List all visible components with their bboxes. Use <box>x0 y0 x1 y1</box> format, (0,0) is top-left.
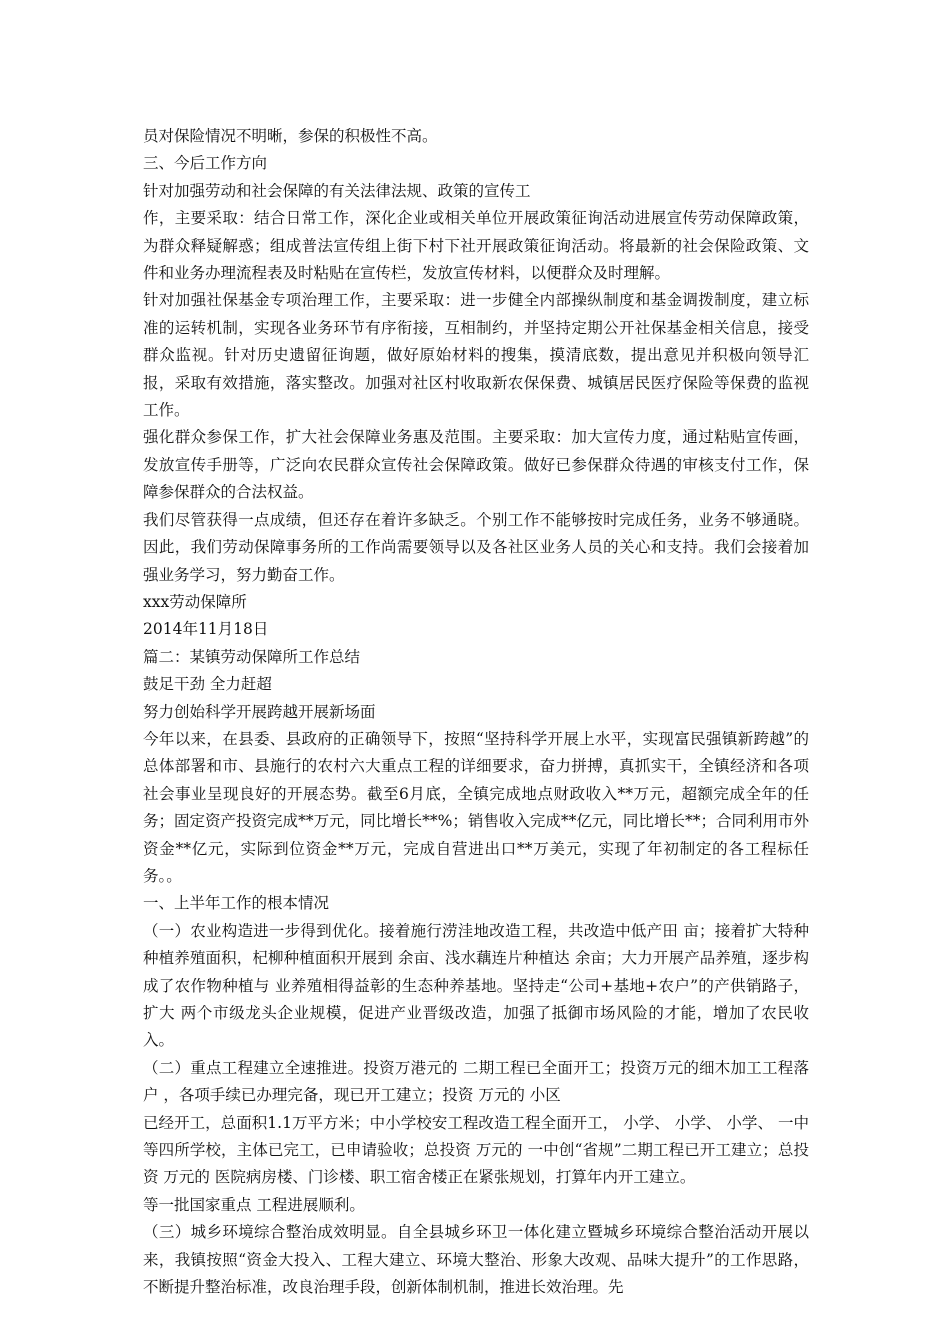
paragraph: （二）重点工程建立全速推进。投资万港元的 二期工程已全面开工；投资万元的细木加工工程落户 ，各项手续已办理完备，现已开工建立；投资 万元的 小区 <box>143 1058 809 1105</box>
paragraph: 强化群众参保工作，扩大社会保障业务惠及范围。主要采取：加大宣传力度，通过粘贴宣传画，发放宣传手册等，广泛向农民群众宣传社会保障政策。做好已参保群众待遇的审核支付工作，保障参保群众的合法权益。 <box>143 428 809 502</box>
subtitle: 努力创始科学开展跨越开展新场面 <box>143 702 376 721</box>
subtitle: 鼓足干劲 全力赶超 <box>143 675 272 694</box>
chapter-title: 篇二：某镇劳动保障所工作总结 <box>143 647 361 666</box>
document-body <box>143 123 809 1301</box>
paragraph: 作，主要采取：结合日常工作，深化企业或相关单位开展政策征询活动进展宣传劳动保障政策，为群众释疑解惑；组成普法宣传组上街下村下社开展政策征询活动。将最新的社会保险政策、文件和业务办理流程表及时粘贴在宣传栏，发放宣传材料，以便群众及时理解。 <box>143 209 809 283</box>
paragraph: （三）城乡环境综合整治成效明显。自全县城乡环卫一体化建立暨城乡环境综合整治活动开展以来，我镇按照“资金大投入、工程大建立、环境大整治、形象大改观、品味大提升”的工作思路，不断提升整治标准，改良治理手段，创新体制机制，推进长效治理。先 <box>143 1223 809 1297</box>
paragraph: 针对加强劳动和社会保障的有关法律法规、政策的宣传工 <box>143 181 531 200</box>
section-heading: 三、今后工作方向 <box>143 154 268 173</box>
signature-date: 2014年11月18日 <box>143 620 269 639</box>
paragraph: 今年以来，在县委、县政府的正确领导下，按照“坚持科学开展上水平，实现富民强镇新跨越”的总体部署和市、县施行的农村六大重点工程的详细要求，奋力拼搏，真抓实干，全镇经济和各项社会事业呈现良好的开展态势。截至6月底，全镇完成地点财政收入**万元，超额完成全年的任务；固定资产投资完成**万元，同比增长**%；销售收入完成**亿元，同比增长**；合同利用市外资金**亿元，实际到位资金**万元，完成自营进出口**万美元，实现了年初制定的各工程标任务。。 <box>143 729 809 885</box>
paragraph: 员对保险情况不明晰，参保的积极性不高。 <box>143 127 438 145</box>
paragraph: 针对加强社保基金专项治理工作，主要采取：进一步健全内部操纵制度和基金调拨制度，建立标准的运转机制，实现各业务环节有序衔接，互相制约，并坚持定期公开社保基金相关信息，接受群众监视。针对历史遗留征询题，做好原始材料的搜集，摸清底数，提出意见并积极向领导汇报，采取有效措施，落实整改。加强对社区村收取新农保保费、城镇居民医疗保险等保费的监视工作。 <box>143 291 809 420</box>
paragraph: 我们尽管获得一点成绩，但还存在着许多缺乏。个别工作不能够按时完成任务，业务不够通晓。因此，我们劳动保障事务所的工作尚需要领导以及各社区业务人员的关心和支持。我们会接着加强业务学习，努力勤奋工作。 <box>143 510 809 584</box>
section-heading: 一、上半年工作的根本情况 <box>143 894 330 913</box>
signature-org: xxx劳动保障所 <box>143 592 247 611</box>
paragraph: （一）农业构造进一步得到优化。接着施行涝洼地改造工程，共改造中低产田 亩；接着扩大特种种植养殖面积，杞柳种植面积开展到 余亩、浅水藕连片种植达 余亩；大力开展产品养殖，逐步构成了农作物种植与 业养殖相得益彰的生态种养基地。坚持走“公司+基地+农户”的产供销路子，扩大 两个市级龙头企业规模，促进产业晋级改造，加强了抵御市场风险的才能，增加了农民收入。 <box>143 921 809 1050</box>
paragraph: 已经开工，总面积1.1万平方米；中小学校安工程改造工程全面开工， 小学、 小学、 小学、 一中等四所学校，主体已完工，已申请验收；总投资 万元的 一中创“省规”二期工程已开工建立；总投资 万元的 医院病房楼、门诊楼、职工宿舍楼正在紧张规划，打算年内开工建立。 <box>143 1113 809 1187</box>
paragraph: 等一批国家重点 工程进展顺利。 <box>143 1195 365 1214</box>
